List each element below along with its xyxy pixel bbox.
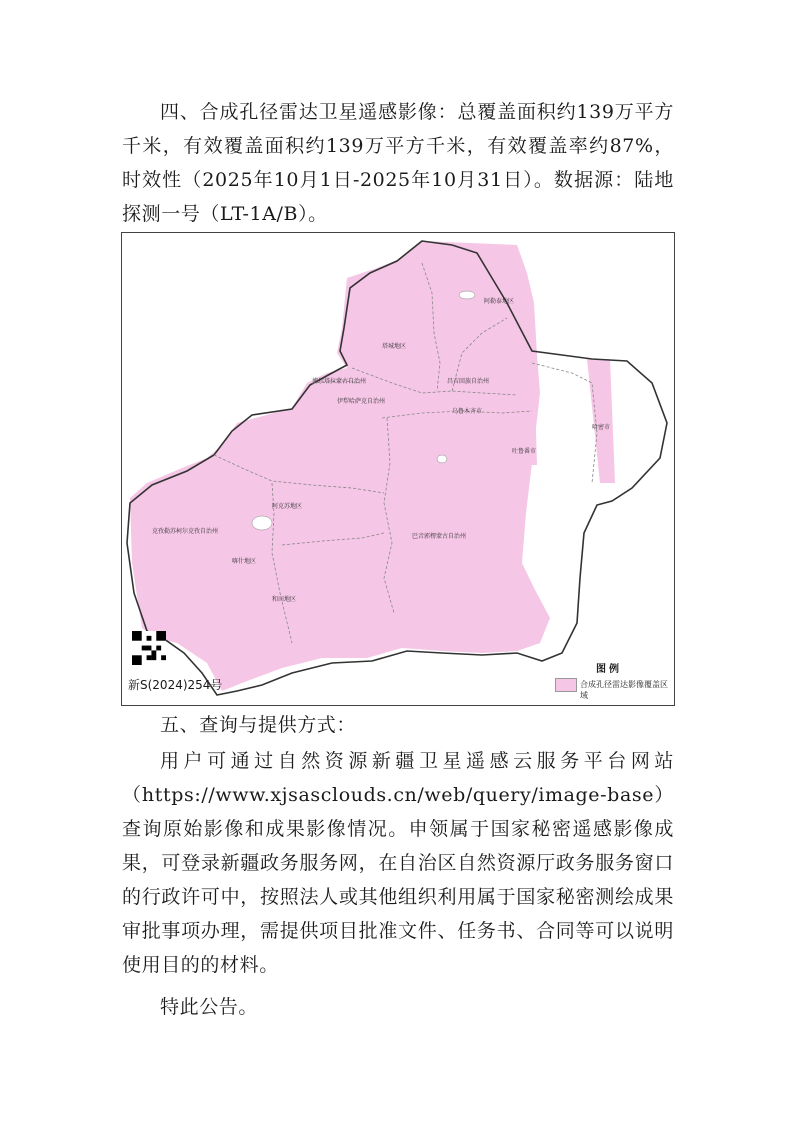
lake-west [252, 516, 272, 530]
closing-text: 特此公告。 [160, 996, 259, 1018]
coverage-map [121, 232, 675, 706]
svg-text:阿克苏地区: 阿克苏地区 [272, 503, 303, 510]
xinjiang-map [122, 233, 674, 705]
paragraph-sar-imagery: 四、合成孔径雷达卫星遥感影像：总覆盖面积约139万平方千米，有效覆盖面积约139万平方千米，有效覆盖率约87%，时效性（2025年10月1日-2025年10月31日）。数据源：陆地探测一号（LT-1A/B）。 [122, 101, 674, 225]
svg-text:喀什地区: 喀什地区 [232, 558, 257, 565]
legend-swatch [555, 678, 577, 692]
svg-text:塔城地区: 塔城地区 [382, 343, 407, 350]
coverage-area [130, 241, 550, 691]
svg-text:乌鲁木齐市: 乌鲁木齐市 [452, 408, 483, 415]
lake-central [437, 455, 447, 463]
svg-text:克孜勒苏柯尔克孜自治州: 克孜勒苏柯尔克孜自治州 [152, 528, 219, 535]
legend-title: 图例 [596, 664, 622, 675]
map-number: 新S(2024)254号 [128, 678, 223, 692]
lake-north [459, 291, 475, 299]
legend-label: 合成孔径雷达影像覆盖区域 [580, 680, 668, 700]
qr-code-icon [132, 631, 166, 665]
svg-text:昌吉回族自治州: 昌吉回族自治州 [447, 378, 490, 385]
svg-text:阿勒泰地区: 阿勒泰地区 [484, 298, 515, 305]
coverage-strip-east [587, 359, 615, 483]
svg-text:博尔塔拉蒙古自治州: 博尔塔拉蒙古自治州 [312, 378, 367, 385]
svg-text:巴音郭楞蒙古自治州: 巴音郭楞蒙古自治州 [412, 533, 467, 540]
svg-text:哈密市: 哈密市 [592, 424, 611, 431]
svg-text:吐鲁番市: 吐鲁番市 [512, 448, 537, 455]
svg-text:伊犁哈萨克自治州: 伊犁哈萨克自治州 [337, 398, 386, 405]
section-5-title: 五、查询与提供方式： [160, 714, 357, 736]
section-5-body: 用户可通过自然资源新疆卫星遥感云服务平台网站（https://www.xjsasclouds.cn/web/query/image-base）查询原始影像和成果影像情况。申领属于国家秘密遥感影像成果，可登录新疆政务服务网，在自治区自然资源厅政务服务窗口的行政许可中，按照法人或其他组织利用属于国家秘密测绘成果审批事项办理，需提供项目批准文件、任务书、合同等可以说明使用目的的材料。 [122, 750, 674, 976]
svg-text:和田地区: 和田地区 [272, 596, 297, 603]
